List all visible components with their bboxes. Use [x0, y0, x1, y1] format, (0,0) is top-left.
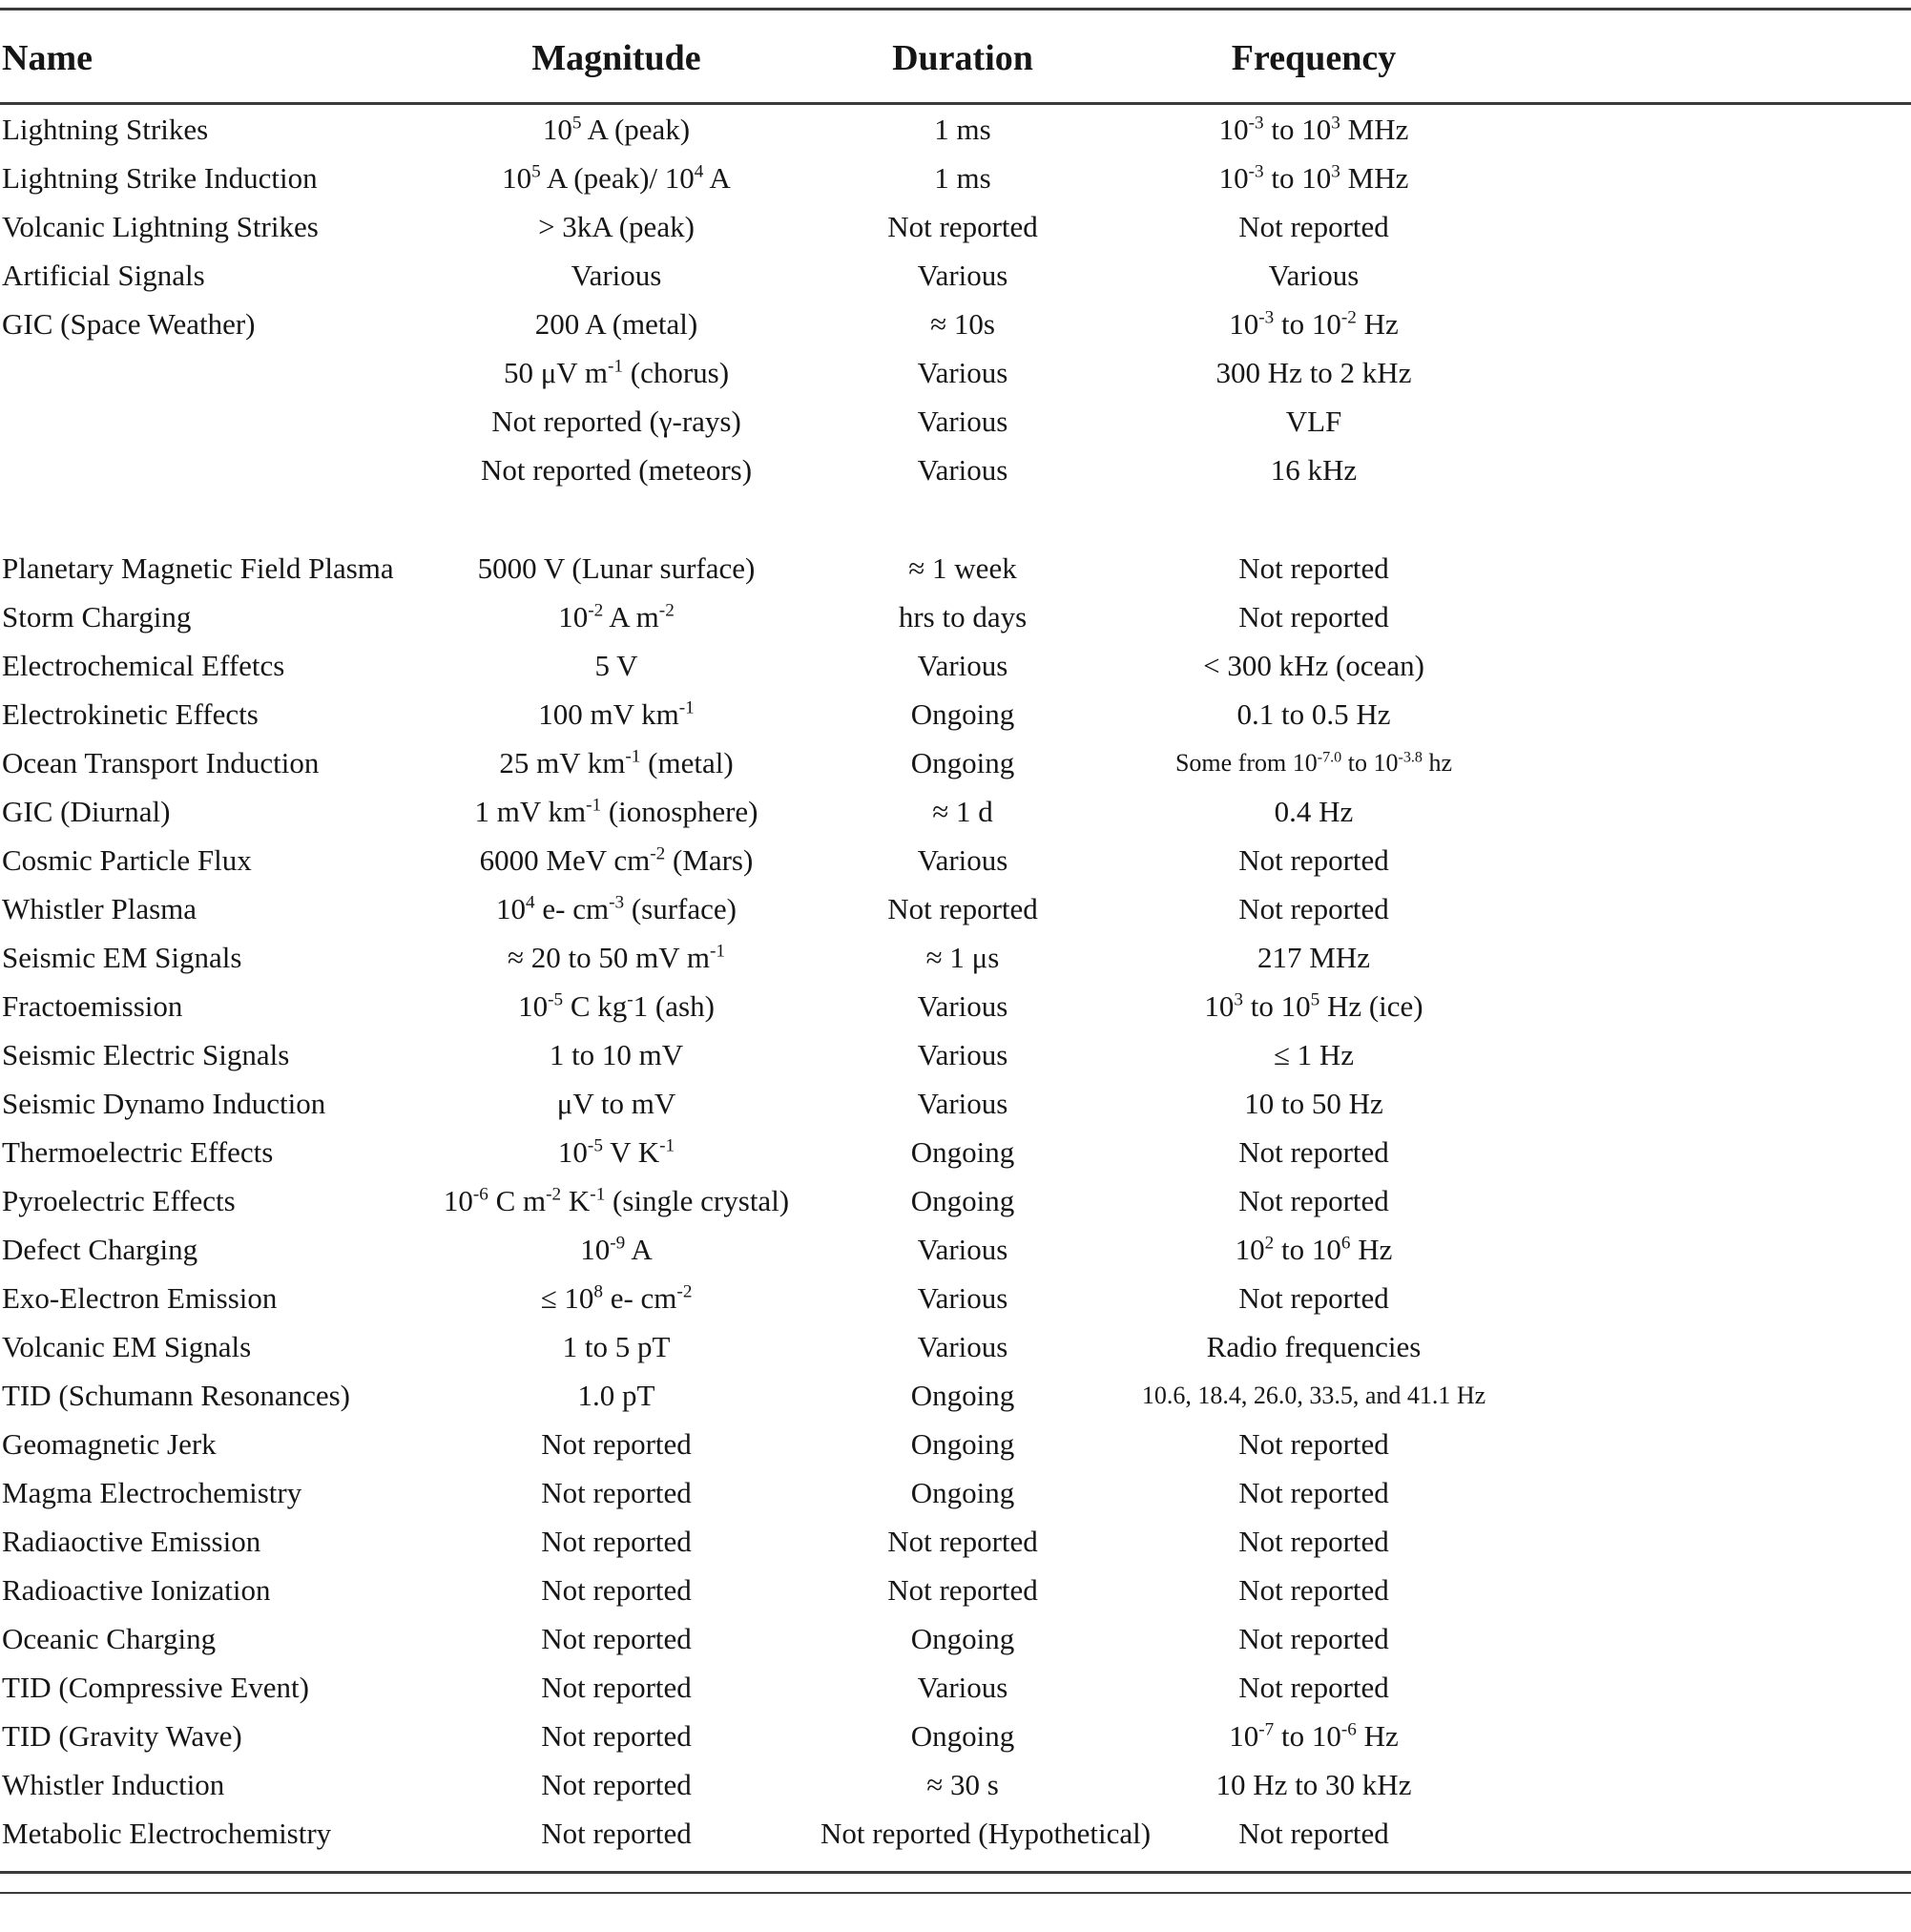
cell-frequency: Not reported	[1238, 1622, 1389, 1655]
table-row	[0, 933, 1911, 982]
cell-duration: Various	[917, 356, 1008, 389]
cell-duration: Various	[917, 1087, 1008, 1120]
cell-frequency: $10^{-7}$ to $10^{-6}$ Hz	[1229, 1719, 1399, 1753]
cell-magnitude: Various	[571, 259, 662, 292]
cell-name: Exo-Electron Emission	[2, 1281, 278, 1315]
cell-frequency: Not reported	[1238, 1281, 1389, 1315]
cell-duration: Ongoing	[910, 1719, 1015, 1753]
cell-magnitude: $10^{-2}$ A $m^{-2}$	[558, 600, 675, 634]
column-header-frequency: Frequency	[1231, 38, 1397, 78]
cell-name: Oceanic Charging	[2, 1622, 217, 1655]
cell-name: Cosmic Particle Flux	[2, 843, 252, 877]
cell-name: Planetary Magnetic Field Plasma	[2, 551, 394, 585]
cell-frequency: Not reported	[1238, 892, 1389, 925]
cell-duration: Not reported	[887, 1573, 1038, 1607]
cell-magnitude: 1 to 10 mV	[549, 1038, 684, 1071]
table-row	[0, 348, 1911, 397]
cell-magnitude: ≈ 20 to 50 mV $m^{-1}$	[508, 941, 725, 974]
cell-magnitude: 1.0 pT	[577, 1379, 655, 1412]
cell-name: Seismic Dynamo Induction	[2, 1087, 326, 1120]
table-row	[0, 446, 1911, 494]
cell-duration: Various	[917, 1330, 1008, 1363]
cell-frequency: $10^{-3}$ to $10^3$ MHz	[1218, 161, 1409, 195]
cell-name: Defect Charging	[2, 1233, 198, 1266]
cell-frequency: $10^2$ to $10^6$ Hz	[1235, 1233, 1393, 1266]
table-row	[0, 251, 1911, 300]
table-row	[0, 1128, 1911, 1176]
table-bottom-rule-outer	[0, 1871, 1911, 1874]
cell-magnitude: 25 mV $km^{-1}$ (metal)	[499, 746, 734, 779]
cell-magnitude: Not reported (meteors)	[480, 453, 753, 487]
cell-magnitude: Not reported	[541, 1525, 692, 1558]
cell-magnitude: $10^4$ e- $cm^{-3}$ (surface)	[496, 892, 737, 925]
cell-magnitude: 6000 MeV $cm^{-2}$ (Mars)	[479, 843, 754, 877]
cell-frequency: Not reported	[1238, 1525, 1389, 1558]
cell-name: Radiaoctive Emission	[2, 1525, 261, 1558]
cell-magnitude: $10^{-5}$ V $K^{-1}$	[557, 1135, 675, 1169]
cell-name: Lightning Strikes	[2, 113, 209, 146]
cell-duration: Various	[917, 989, 1008, 1023]
cell-duration: Not reported	[887, 210, 1038, 243]
cell-magnitude: Not reported	[541, 1573, 692, 1607]
table-row	[0, 1176, 1911, 1225]
table-row	[0, 105, 1911, 154]
cell-frequency: VLF	[1285, 405, 1342, 438]
cell-name: Metabolic Electrochemistry	[2, 1817, 332, 1850]
cell-duration: Various	[917, 1233, 1008, 1266]
cell-frequency: $10^{-3}$ to $10^3$ MHz	[1218, 113, 1409, 146]
cell-name: Radioactive Ionization	[2, 1573, 271, 1607]
cell-name: Volcanic Lightning Strikes	[2, 210, 319, 243]
cell-magnitude: > 3kA (peak)	[538, 210, 695, 243]
cell-name: Whistler Plasma	[2, 892, 197, 925]
cell-name: Thermoelectric Effects	[2, 1135, 274, 1169]
table-row	[0, 738, 1911, 787]
cell-frequency: Not reported	[1238, 1135, 1389, 1169]
cell-duration: Not reported	[887, 1525, 1038, 1558]
cell-duration: Ongoing	[910, 1135, 1015, 1169]
cell-frequency: Not reported	[1238, 1671, 1389, 1704]
cell-frequency: 217 MHz	[1257, 941, 1370, 974]
cell-duration: 1 ms	[934, 113, 991, 146]
table-row	[0, 1566, 1911, 1614]
table-row	[0, 690, 1911, 738]
cell-duration: ≈ 1 d	[932, 795, 993, 828]
cell-duration: ≈ 10s	[930, 307, 995, 341]
cell-magnitude: $10^5$ A (peak)	[542, 113, 691, 146]
cell-magnitude: Not reported	[541, 1671, 692, 1704]
cell-duration: Ongoing	[910, 746, 1015, 779]
cell-name: Artificial Signals	[2, 259, 205, 292]
cell-frequency: $10^{-3}$ to $10^{-2}$ Hz	[1229, 307, 1399, 341]
cell-magnitude: Not reported	[541, 1768, 692, 1801]
cell-duration: 1 ms	[934, 161, 991, 195]
table-row	[0, 544, 1911, 592]
table-row	[0, 1030, 1911, 1079]
table-header-row	[0, 10, 1911, 102]
cell-duration: ≈ 1 week	[908, 551, 1017, 585]
cell-name: Electrokinetic Effects	[2, 697, 259, 731]
table-row	[0, 1468, 1911, 1517]
cell-duration: Not reported	[887, 892, 1038, 925]
cell-name: Volcanic EM Signals	[2, 1330, 252, 1363]
cell-duration: Various	[917, 843, 1008, 877]
column-header-duration: Duration	[892, 38, 1033, 78]
table-body	[0, 105, 1911, 1858]
cell-duration: hrs to days	[898, 600, 1028, 634]
table-row	[0, 1517, 1911, 1566]
cell-name: TID (Schumann Resonances)	[2, 1379, 351, 1412]
table-row	[0, 836, 1911, 884]
cell-magnitude: 5000 V (Lunar surface)	[477, 551, 756, 585]
cell-magnitude: Not reported (γ-rays)	[491, 405, 741, 438]
table-row	[0, 1322, 1911, 1371]
table-row	[0, 1663, 1911, 1712]
cell-duration: Various	[917, 1038, 1008, 1071]
cell-magnitude: $10^5$ A (peak)/ $10^4$ A	[502, 161, 731, 195]
cell-magnitude: Not reported	[541, 1476, 692, 1509]
cell-name: Pyroelectric Effects	[2, 1184, 236, 1217]
cell-duration: Various	[917, 649, 1008, 682]
cell-duration: Not reported (Hypothetical)	[820, 1817, 1152, 1850]
cell-duration: Ongoing	[910, 1622, 1015, 1655]
table-row	[0, 1614, 1911, 1663]
cell-frequency: 0.1 to 0.5 Hz	[1236, 697, 1391, 731]
table-row	[0, 982, 1911, 1030]
cell-frequency: Not reported	[1238, 843, 1389, 877]
cell-duration: ≈ 1 μs	[925, 941, 1000, 974]
cell-name: Seismic EM Signals	[2, 941, 242, 974]
table-group-gap	[0, 494, 1911, 544]
table-row	[0, 202, 1911, 251]
column-header-name: Name	[2, 38, 93, 78]
cell-magnitude: ≤ $10^8$ e- $cm^{-2}$	[540, 1281, 693, 1315]
cell-frequency: 10 to 50 Hz	[1244, 1087, 1383, 1120]
cell-duration: Ongoing	[910, 697, 1015, 731]
cell-magnitude: Not reported	[541, 1427, 692, 1461]
cell-duration: Ongoing	[910, 1427, 1015, 1461]
cell-frequency: Not reported	[1238, 1184, 1389, 1217]
cell-magnitude: Not reported	[541, 1817, 692, 1850]
cell-magnitude: $10^{-6}$ C $m^{-2}$ $K^{-1}$ (single crystal)	[443, 1184, 790, 1217]
cell-frequency: Not reported	[1238, 1573, 1389, 1607]
table-row	[0, 1274, 1911, 1322]
table-row	[0, 641, 1911, 690]
cell-frequency: Not reported	[1238, 551, 1389, 585]
cell-duration: ≈ 30 s	[926, 1768, 999, 1801]
cell-name: Fractoemission	[2, 989, 183, 1023]
cell-magnitude: 200 A (metal)	[534, 307, 698, 341]
cell-duration: Ongoing	[910, 1184, 1015, 1217]
cell-name: Electrochemical Effetcs	[2, 649, 285, 682]
cell-frequency: ≤ 1 Hz	[1273, 1038, 1355, 1071]
cell-name: TID (Compressive Event)	[2, 1671, 309, 1704]
cell-frequency: Not reported	[1238, 210, 1389, 243]
cell-frequency: Some from $10^{-7.0}$ to $10^{-3.8}$ hz	[1174, 749, 1453, 777]
cell-magnitude: $10^{-5}$ C kg-1 (ash)	[518, 989, 715, 1023]
cell-name: GIC (Space Weather)	[2, 307, 256, 341]
cell-frequency: Radio frequencies	[1206, 1330, 1422, 1363]
cell-duration: Various	[917, 453, 1008, 487]
cell-duration: Various	[917, 259, 1008, 292]
table-row	[0, 1809, 1911, 1858]
cell-name: Geomagnetic Jerk	[2, 1427, 217, 1461]
table-row	[0, 1371, 1911, 1420]
cell-name: Lightning Strike Induction	[2, 161, 318, 195]
cell-duration: Various	[917, 1281, 1008, 1315]
paper-table-page	[0, 8, 1911, 1932]
table-row	[0, 300, 1911, 348]
table-row	[0, 1079, 1911, 1128]
cell-name: Whistler Induction	[2, 1768, 225, 1801]
cell-magnitude: $10^{-9}$ A	[580, 1233, 653, 1266]
cell-frequency: 10 Hz to 30 kHz	[1215, 1768, 1412, 1801]
cell-frequency: 16 kHz	[1270, 453, 1358, 487]
table-row	[0, 1420, 1911, 1468]
cell-magnitude: 5 V	[594, 649, 638, 682]
cell-frequency: 10.6, 18.4, 26.0, 33.5, and 41.1 Hz	[1141, 1381, 1486, 1409]
cell-name: Ocean Transport Induction	[2, 746, 320, 779]
cell-magnitude: Not reported	[541, 1622, 692, 1655]
cell-frequency: $10^3$ to $10^5$ Hz (ice)	[1204, 989, 1423, 1023]
cell-magnitude: 50 μV $m^{-1}$ (chorus)	[503, 356, 730, 389]
cell-frequency: 300 Hz to 2 kHz	[1215, 356, 1412, 389]
cell-frequency: Not reported	[1238, 1427, 1389, 1461]
table-row	[0, 397, 1911, 446]
cell-name: TID (Gravity Wave)	[2, 1719, 242, 1753]
cell-magnitude: 100 mV $km^{-1}$	[538, 697, 695, 731]
table-row	[0, 787, 1911, 836]
cell-frequency: < 300 kHz (ocean)	[1203, 649, 1424, 682]
cell-magnitude: 1 to 5 pT	[562, 1330, 671, 1363]
cell-name: Magma Electrochemistry	[2, 1476, 302, 1509]
table-row	[0, 1760, 1911, 1809]
table-row	[0, 154, 1911, 202]
column-header-magnitude: Magnitude	[531, 38, 701, 78]
cell-duration: Ongoing	[910, 1379, 1015, 1412]
cell-frequency: Not reported	[1238, 1476, 1389, 1509]
cell-magnitude: μV to mV	[556, 1087, 676, 1120]
table-bottom-rule-inner	[0, 1892, 1911, 1894]
cell-name: GIC (Diurnal)	[2, 795, 171, 828]
cell-name: Seismic Electric Signals	[2, 1038, 290, 1071]
cell-duration: Ongoing	[910, 1476, 1015, 1509]
table-row	[0, 592, 1911, 641]
table-row	[0, 1712, 1911, 1760]
cell-duration: Various	[917, 405, 1008, 438]
cell-frequency: Various	[1268, 259, 1360, 292]
table-row	[0, 884, 1911, 933]
cell-duration: Various	[917, 1671, 1008, 1704]
cell-magnitude: 1 mV $km^{-1}$ (ionosphere)	[474, 795, 758, 828]
cell-name: Storm Charging	[2, 600, 192, 634]
cell-frequency: Not reported	[1238, 1817, 1389, 1850]
cell-magnitude: Not reported	[541, 1719, 692, 1753]
cell-frequency: 0.4 Hz	[1274, 795, 1354, 828]
cell-frequency: Not reported	[1238, 600, 1389, 634]
table-row	[0, 1225, 1911, 1274]
